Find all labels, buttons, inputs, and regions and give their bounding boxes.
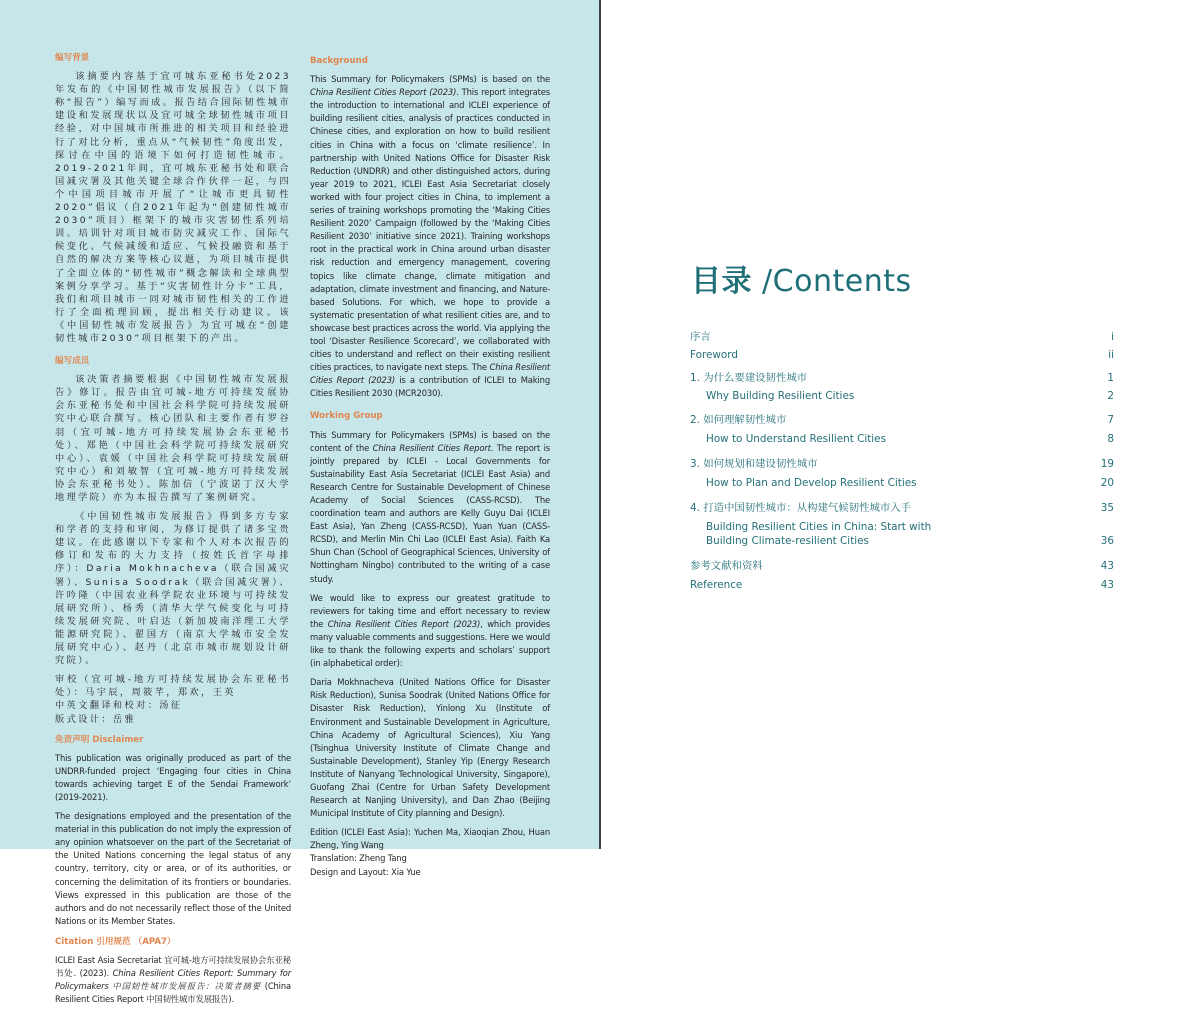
translation-credit-zh: 中英文翻译和校对：汤征 [55, 700, 183, 712]
toc-label: 参考文献和资料 [690, 560, 763, 572]
toc-label: Reference [690, 579, 743, 591]
toc-page: 8 [1107, 433, 1114, 445]
working-group-paragraph [310, 429, 550, 586]
review-credit: 审校（宜可城-地方可持续发展协会东亚秘书处）：马宇辰，周筱芊，郑欢，王英 [55, 674, 291, 699]
section-heading-working-group: Working Group [310, 411, 383, 422]
toc-page: 2 [1107, 390, 1114, 402]
toc-label: Building Resilient Cities in China: Start with [706, 521, 932, 533]
toc-label: 3. 如何规划和建设韧性城市 [690, 458, 818, 470]
thanks-text-2: , which provides many valuable comments and suggestions. Here we would like to thank the following experts and scholars’ support (in alphabetical order): [310, 618, 550, 669]
toc-label: 4. 打造中国韧性城市：从构建气候韧性城市入手 [690, 502, 912, 514]
background-text-1: This Summary for Policymakers (SPMs) is based on the [310, 74, 550, 85]
contents-title-en: /Contents [762, 264, 912, 299]
design-credit: Design and Layout: Xia Yue [310, 866, 421, 877]
middle-column [310, 55, 550, 885]
report-title: China Resilient Cities Report (2023) [310, 87, 457, 98]
toc-label: 2. 如何理解韧性城市 [690, 414, 787, 426]
contents-title-zh: 目录 [691, 264, 752, 299]
toc-entry[interactable] [690, 559, 1114, 573]
toc-page: 35 [1100, 502, 1114, 514]
wg-text-2: . The report is jointly prepared by ICLEI - Local Governments for Sustainability East Asia Secretariat (ICLEI East Asia) and Research Centre for Sustainable Development of Chinese Academy of Social Sciences (CASS-RCSD). The coordination team and authors are Kelly Guyu Dai (ICLEI East Asia), Yan Zheng (CASS-RCSD), Yuan Yuan (CASS-RCSD), and Merlin Min Chi Lao (ICLEI East Asia). Faith Ka Shun Chan (School of Geographical Sciences, University of Nottingham Ningbo) contributed to the writing of a case study. [310, 442, 550, 584]
toc-entry[interactable] [690, 389, 1114, 403]
section-heading-members-zh: 编写成员 [55, 356, 90, 367]
toc-page: 1 [1107, 372, 1114, 384]
background-zh-paragraph: 该摘要内容基于宜可城东亚秘书处2023年发布的《中国韧性城市发展报告》（以下简称“报告”）编写而成。报告结合国际韧性城市建设和发展现状以及宜可城全球韧性城市项目经验，对中国城市所推进的相关项目和经验进行了对比分析，重点从“气候韧性”角度出发，探讨在中国的语境下如何打造韧性城市。2019-2021年间，宜可城东亚秘书处和联合国减灾署及其他关键全球合作伙伴一起，与四个中国项目城市开展了“让城市更具韧性2020”倡议（自2021年起为“创建韧性城市2030”项目）框架下的城市灾害韧性系列培训。培训针对项目城市防灾减灾工作、国际气候变化、气候减缓和适应、气候投融资和基于自然的解决方案等核心议题，为项目城市提供了全面立体的“韧性城市”概念解读和全球典型案例分享学习。基于“灾害韧性计分卡”工具，我们和项目城市一同对城市韧性相关的工作进行了全面梳理回顾，提出相关行动建议。该《中国韧性城市发展报告》为宜可城在“创建韧性城市2030”项目框架下的产出。 [55, 71, 291, 344]
citation-source: (China Resilient Cities Report 中国韧性城市发展报告). [55, 981, 291, 1005]
background-paragraph [310, 73, 550, 400]
report-title: China Resilient Cities Report (2023) [327, 618, 481, 629]
design-credit-zh: 版式设计：岳雅 [55, 713, 137, 725]
right-page [601, 0, 1200, 849]
background-text-2: . This report integrates the introduction to international and ICLEI experience of building resilient cities, analysis of practices conducted in Chinese cities, and exploration on how to build resilient cities in China with a focus on ‘climate resilience’. In partnership with United Nations Office for Disaster Risk Reduction (UNDRR) and other distinguished actors, during year 2019 to 2021, ICLEI East Asia Secretariat closely worked with four project cities in China, to implement a series of training workshops promoting the ‘Making Cities Resilient 2020’ Campaign (followed by the ‘Making Cities Resilient 2030’ initiative since 2021). Training workshops root in the practical work in China around urban disaster risk reduction and emergency management, covering topics like climate change, climate mitigation and adaptation, climate investment and financing, and Nature-based Solutions. For which, we hope to provide a systematic presentation of what resilient cities are, and to showcase best practices across the world. Via applying the tool ‘Disaster Resilience Scorecard’, we collaborated with cities to understand and reflect on their existing resilient cities practices, to navigate next steps. The [310, 87, 550, 373]
disclaimer-paragraph-2: The designations employed and the presentation of the material in this publication do not imply the expression of any opinion whatsoever on the part of the Secretariat of the United Nations concerning the legal status of any country, territory, city or area, or of its authorities, or concerning the delimitation of its frontiers or boundaries. Views expressed in this publication are those of the authors and do not necessarily reflect those of the United Nations or its Member States. [55, 811, 291, 926]
toc-label: How to Understand Resilient Cities [706, 433, 886, 445]
toc-entry[interactable] [690, 371, 1114, 385]
background-text-3: is a contribution of ICLEI to Making Cities Resilient 2030 (MCR2030). [310, 375, 550, 399]
toc-entry[interactable] [690, 348, 1114, 362]
thanks-text-1: We would like to express our greatest gratitude to reviewers for taking time and effort necessary to review the [310, 592, 550, 629]
edition-credit: Edition (ICLEI East Asia): Yuchen Ma, Xiaoqian Zhou, Huan Zheng, Ying Wang [310, 827, 550, 851]
contents-title [691, 256, 912, 300]
left-column [55, 52, 291, 1012]
citation-author: ICLEI East Asia Secretariat 宜可城-地方可持续发展协会东亚秘书处. (2023). [55, 955, 291, 979]
toc-entry[interactable] [690, 457, 1114, 471]
toc-page: 36 [1100, 535, 1114, 547]
toc-entry[interactable] [690, 432, 1114, 446]
toc-label: 1. 为什么要建设韧性城市 [690, 372, 808, 384]
toc-page: 19 [1100, 458, 1114, 470]
section-heading-background: Background [310, 56, 368, 66]
toc-entry[interactable] [690, 534, 1114, 548]
toc-page: i [1111, 331, 1114, 343]
section-heading-disclaimer: 免责声明 Disclaimer [55, 734, 144, 745]
translation-credit: Translation: Zheng Tang [310, 853, 407, 864]
members-zh-paragraph-2: 《中国韧性城市发展报告》得到多方专家和学者的支持和审阅，为修订提供了诸多宝贵建议。在此感谢以下专家和个人对本次报告的修订和发布的大力支持（按姓氏首字母排序）：Daria Mokhnacheva（联合国减灾署）、Sunisa Soodrak（联合国减灾署）、许吟隆（中国农业科学院农业环境与可持续发展研究所）、杨秀（清华大学气候变化与可持续发展研究院、叶启达（新加坡南洋理工大学能源研究院）、翟国方（南京大学城市安全发展研究中心）、赵丹（北京市城市规划设计研究院）。 [55, 511, 291, 667]
toc-label: Foreword [690, 349, 738, 361]
toc-page: 20 [1100, 477, 1114, 489]
left-page [0, 0, 599, 1005]
section-heading-citation: Citation 引用规范 （APA7） [55, 936, 176, 947]
toc-label: How to Plan and Develop Resilient Cities [706, 477, 917, 489]
toc-page: 43 [1100, 560, 1114, 572]
citation-title: China Resilient Cities Report: Summary for Policymakers 中国韧性城市发展报告：决策者摘要 [55, 968, 292, 992]
toc-entry[interactable] [690, 413, 1114, 427]
citation-paragraph [55, 954, 291, 1006]
experts-paragraph: Daria Mokhnacheva (United Nations Office for Disaster Risk Reduction), Sunisa Soodrak (United Nations Office for Disaster Risk Reduction), Yinlong Xu (Institute of Environment and Sustainable Development in Agriculture, China Academy of Agricultural Sciences), Xiu Yang (Tsinghua University Institute of Climate Change and Sustainable Development), Stanley Yip (Energy Research Institute of Nanyang Technological University, Singapore), Guofang Zhai (Centre for Urban Safety Development Research at Nanjing University), and Dan Zhao (Beijing Municipal Institute of City planning and Design). [310, 677, 550, 819]
toc-entry[interactable] [690, 520, 1114, 534]
toc-entry[interactable] [690, 578, 1114, 592]
report-title: China Resilient Cities Report [372, 442, 491, 453]
toc-label: 序言 [690, 331, 711, 343]
toc-page: ii [1108, 349, 1114, 361]
toc-entry[interactable] [690, 501, 1114, 515]
toc-page: 43 [1100, 579, 1114, 591]
toc-page: 7 [1107, 414, 1114, 426]
section-heading-background-zh: 编写背景 [55, 53, 90, 63]
toc-label: Building Climate-resilient Cities [706, 535, 869, 547]
wg-text-1: This Summary for Policymakers (SPMs) is based on the content of the [310, 429, 550, 453]
toc-entry[interactable] [690, 330, 1114, 344]
members-zh-paragraph-1: 该决策者摘要根据《中国韧性城市发展报告》修订。报告由宜可城-地方可持续发展协会东亚秘书处和中国社会科学院可持续发展研究中心联合撰写。核心团队和主要作者有罗谷羽（宜可城-地方可持续发展协会东亚秘书处）、郑艳（中国社会科学院可持续发展研究中心）、袁媛（中国社会科学院可持续发展研究中心）和刘敏智（宜可城-地方可持续发展协会东亚秘书处）。陈加信（宁波诺丁汉大学地理学院）亦为本报告撰写了案例研究。 [55, 374, 291, 503]
report-title: China Resilient Cities Report (2023) [310, 362, 550, 386]
toc-entry[interactable] [690, 476, 1114, 490]
thanks-paragraph [310, 592, 550, 671]
disclaimer-paragraph-1: This publication was originally produced as part of the UNDRR-funded project ‘Engaging four cities in China towards achieving target E of the Sendai Framework’ (2019-2021). [55, 752, 291, 802]
toc-label: Why Building Resilient Cities [706, 390, 855, 402]
